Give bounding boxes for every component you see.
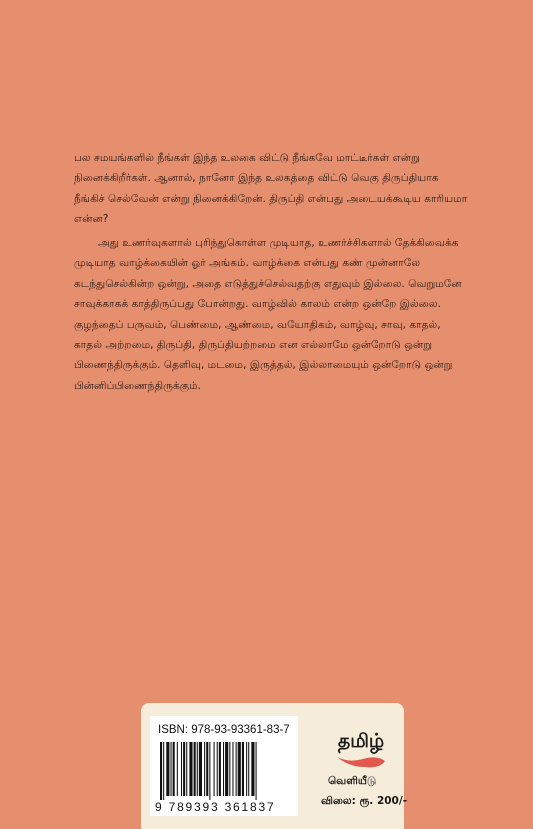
isbn-label: ISBN: 978-93-93361-83-7: [158, 724, 290, 736]
barcode-icon: [156, 742, 292, 800]
publisher-logo-icon: [329, 717, 393, 769]
logo-text: தமிழ்: [337, 730, 385, 752]
price-label: விலை: ரூ. 200/-: [321, 795, 408, 807]
barcode-block: [150, 716, 298, 816]
blurb-paragraph-2: அது உணர்வுகளால் புரிந்துகொள்ள முடியாத, உணர்ச்சிகளால் தேக்கிவைக்க முடியாத வாழ்க்கையின் ஓர் அங்கம். வாழ்க்கை என்பது கண் முன்னாலே கடந்துசெல்கின்ற ஒன்று, அதை எடுத்துச்செல்வதற்கு எதுவும் இல்லை. வெறுமனே சாவுக்காகக் காத்திருப்பது போன்றது. வாழ்வில் காலம் என்ற ஒன்றே இல்லை. குழந்தைப் பருவம், பெண்மை, ஆண்மை, வயோதிகம், வாழ்வு, சாவு, காதல், காதல் அற்றமை, திருப்தி, திருப்தியற்றமை என எல்லாமே ஒன்றோடு ஒன்று பிணைந்திருக்கும். தெளிவு, மடமை, இருத்தல், இல்லாமையும் ஒன்றோடு ஒன்று பின்னிப்பிணைந்திருக்கும்.: [74, 237, 462, 392]
publisher-label: வெளியீடு: [328, 775, 377, 787]
info-panel: [141, 703, 408, 829]
blurb-paragraph-1: பல சமயங்களில் நீங்கள் இந்த உலகை விட்டு நீங்கவே மாட்டீர்கள் என்று நினைக்கிறீர்கள். ஆனால், நானோ இந்த உலகத்தை விட்டு வெகு திருப்தியாக நீங்கிச் செல்வேன் என்று நினைக்கிறேன். திருப்தி என்பது அடையக்கூடிய காரியமா என்ன?: [74, 152, 468, 226]
barcode-number: 9 789393 361837: [155, 800, 276, 814]
